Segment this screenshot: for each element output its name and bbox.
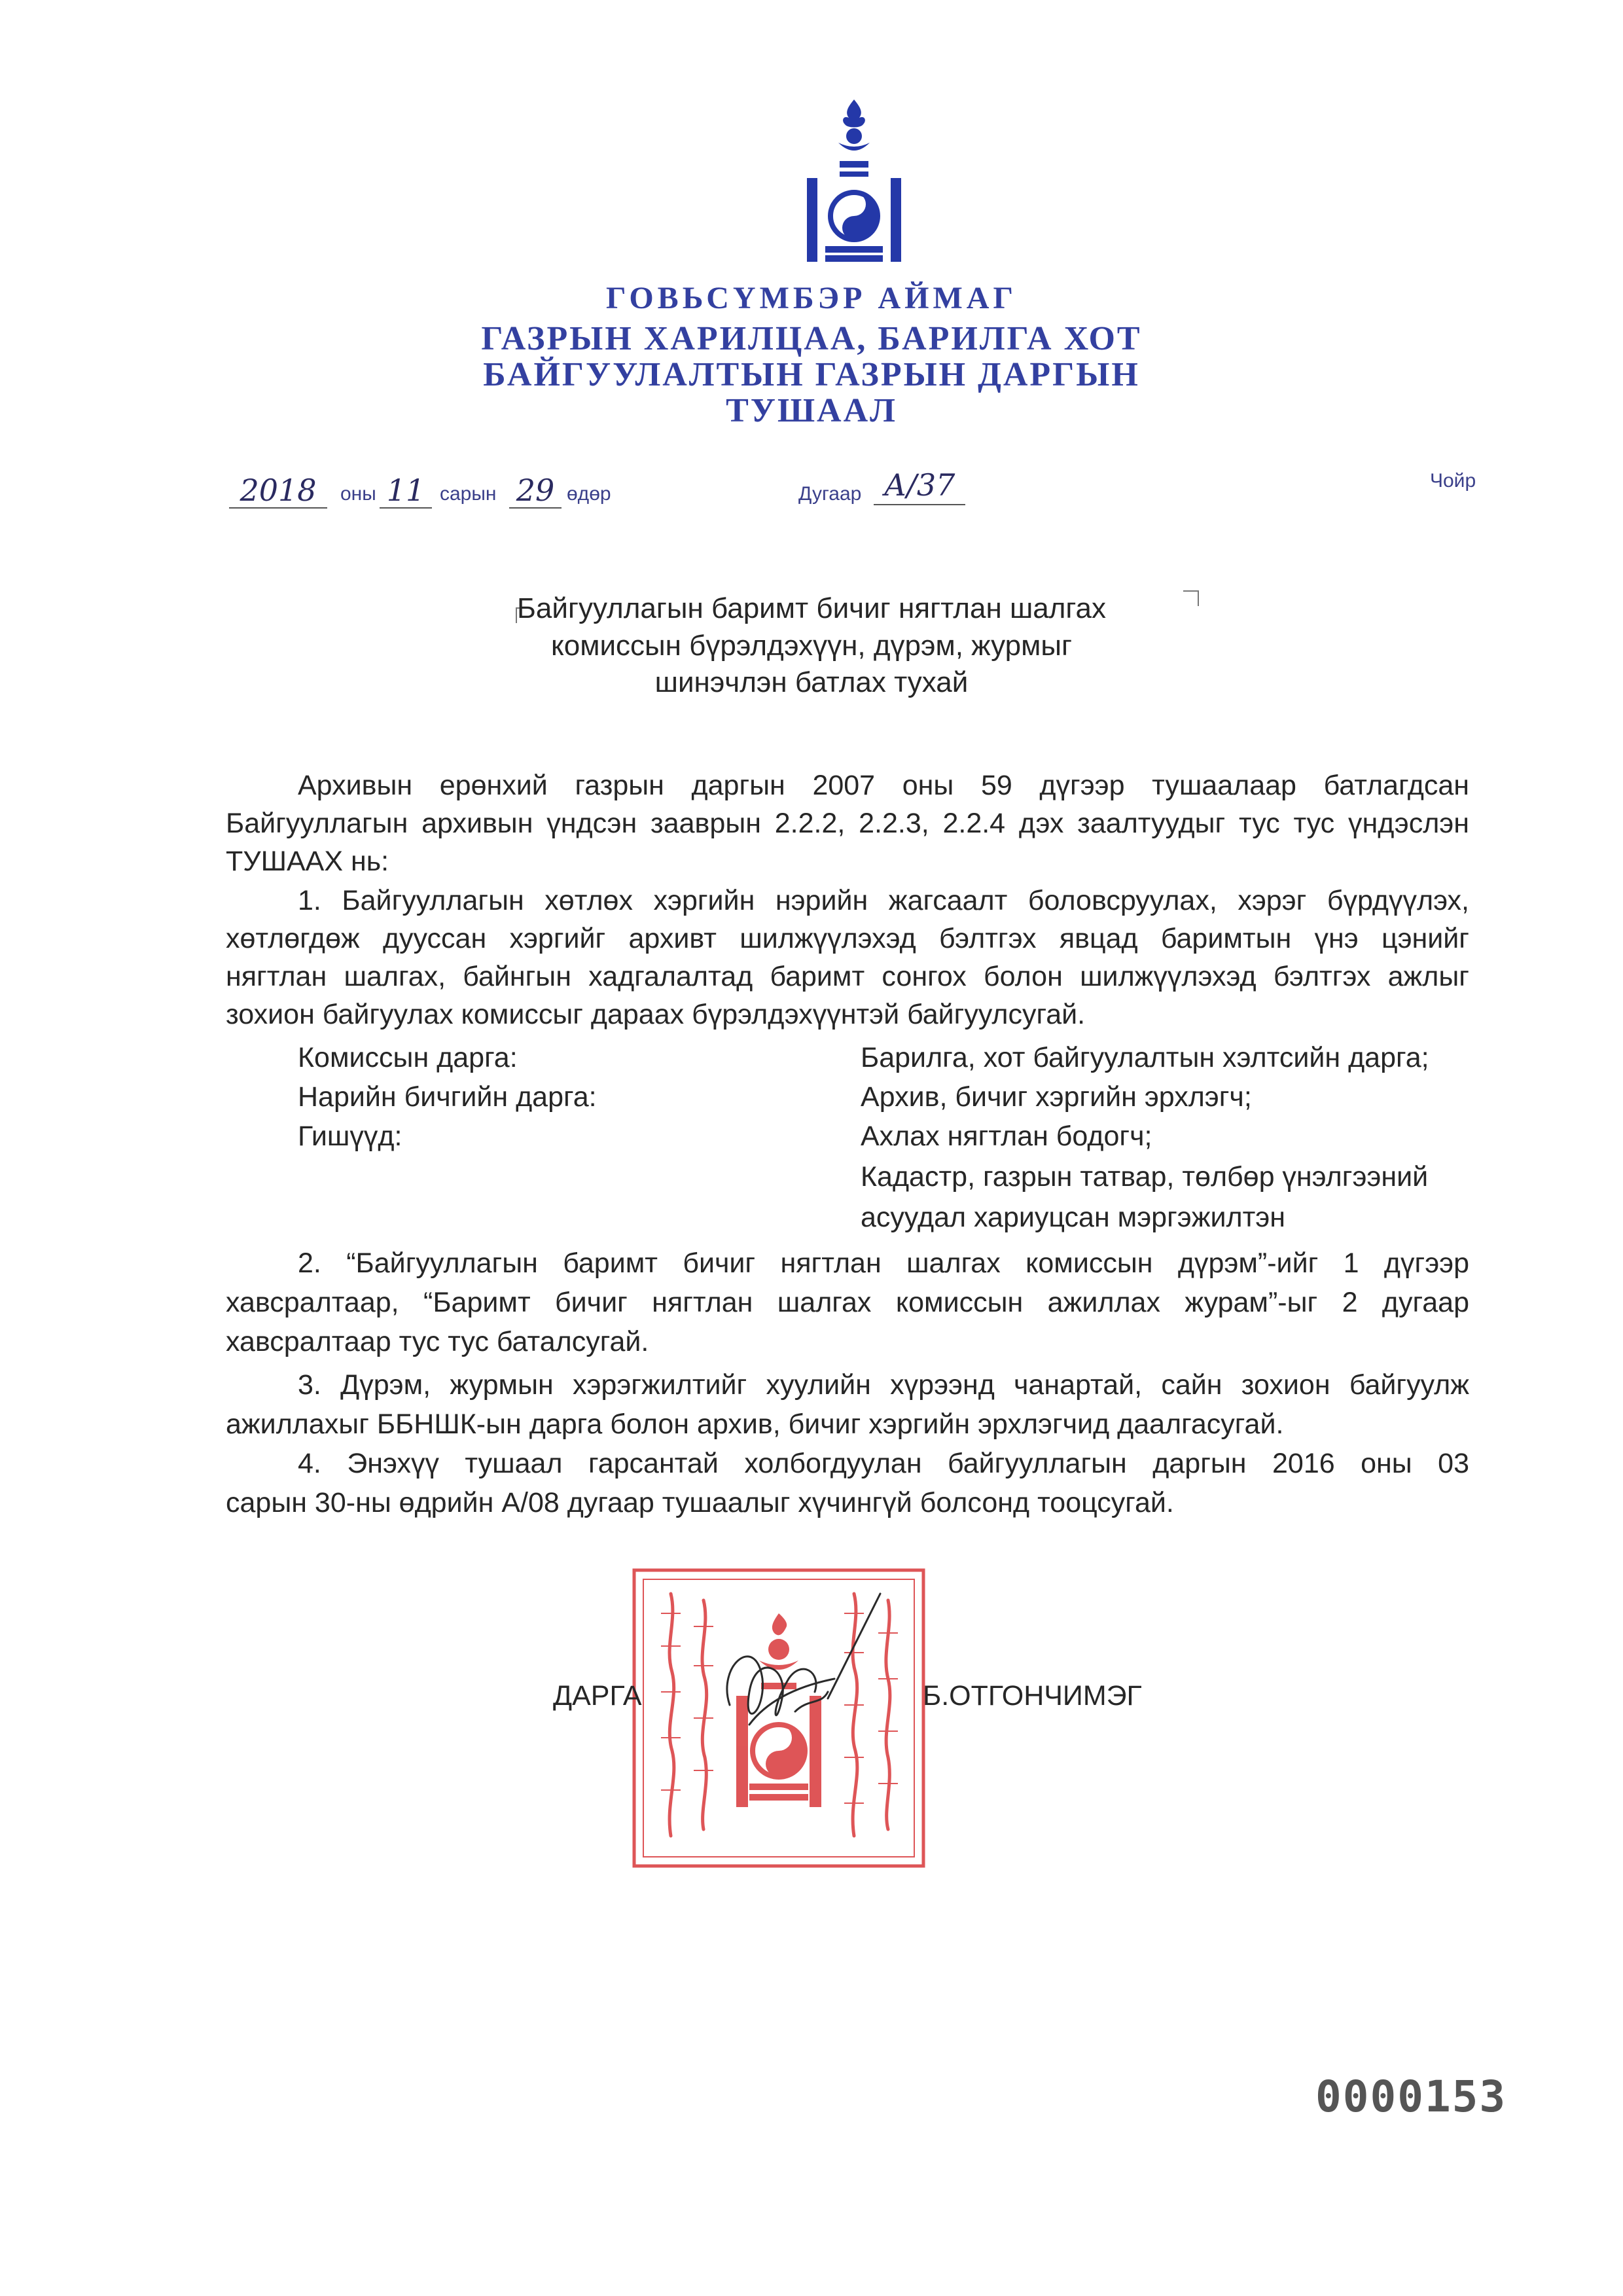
signature-name: Б.ОТГОНЧИМЭГ <box>923 1680 1142 1712</box>
paragraph4-line2: сарын 30-ны өдрийн А/08 дугаар тушаалыг хүчингүй болсонд тооцсугай. <box>226 1487 1174 1518</box>
day-label: өдөр <box>567 483 611 505</box>
paragraph2-line1: 2. “Байгууллагын баримт бичиг нягтлан шалгах комиссын дүрэм”-ийг 1 дүгээр <box>298 1247 1469 1279</box>
member-line2: асуудал хариуцсан мэргэжилтэн <box>861 1202 1285 1233</box>
official-seal-stamp-icon <box>632 1568 926 1869</box>
role-person: Барилга, хот байгуулалтын хэлтсийн дарга; <box>861 1042 1429 1073</box>
number-label: Дугаар <box>798 483 862 505</box>
header-document-type: ТУШААЛ <box>726 392 897 429</box>
role-label: Гишүүд: <box>298 1121 402 1152</box>
subject-line2: комиссын бүрэлдэхүүн, дүрэм, журмыг <box>550 630 1073 662</box>
month-label: сарын <box>440 483 497 505</box>
paragraph2-line2: хавсралтаар, “Баримт бичиг нягтлан шалгах комиссын ажиллах журам”-ыг 2 дугаар <box>226 1287 1469 1318</box>
header-aimag: ГОВЬСҮМБЭР АЙМАГ <box>606 281 1017 315</box>
number-underline <box>874 504 965 505</box>
intro-line2: Байгууллагын архивын үндсэн зааврын 2.2.2, 2.2.3, 2.2.4 дэх заалтуудыг тус тус үндэслэн <box>226 808 1469 839</box>
role-person: Архив, бичиг хэргийн эрхлэгч; <box>861 1081 1252 1113</box>
header-organization-line2: БАЙГУУЛАЛТЫН ГАЗРЫН ДАРГЫН <box>483 356 1140 393</box>
role-label: Комиссын дарга: <box>298 1042 518 1073</box>
role-person: Ахлах нягтлан бодогч; <box>861 1121 1152 1152</box>
subject-line3: шинэчлэн батлах тухай <box>654 666 969 698</box>
soyombo-emblem-icon <box>802 98 906 268</box>
paragraph1-line3: нягтлан шалгах, байнгын хадгалалтад баримт сонгох болон шилжүүлэхэд бэлтгэх ажлыг <box>226 961 1469 992</box>
header-organization-line1: ГАЗРЫН ХАРИЛЦАА, БАРИЛГА ХОТ <box>481 320 1142 357</box>
paragraph1-line4: зохион байгуулах комиссыг дараах бүрэлдэхүүнтэй байгуулсугай. <box>226 999 1086 1030</box>
signature-title: ДАРГА <box>553 1680 642 1712</box>
intro-line1: Архивын ерөнхий газрын даргын 2007 оны 59 дүгээр тушаалаар батлагдсан <box>298 770 1469 801</box>
intro-line3: ТУШААХ нь: <box>226 846 389 877</box>
place-label: Чойр <box>1430 470 1476 492</box>
date-month: 11 <box>386 473 425 508</box>
paragraph3-line1: 3. Дүрэм, журмын хэрэгжилтийг хуулийн хүрээнд чанартай, сайн зохион байгуулж <box>298 1369 1469 1401</box>
paragraph4-line1: 4. Энэхүү тушаал гарсантай холбогдуулан байгууллагын даргын 2016 оны 03 <box>298 1448 1469 1479</box>
date-year: 2018 <box>240 473 317 508</box>
member-line1: Кадастр, газрын татвар, төлбөр үнэлгээний <box>861 1161 1429 1193</box>
paragraph3-line2: ажиллахыг ББНШК-ын дарга болон архив, бичиг хэргийн эрхлэгчид даалгасугай. <box>226 1408 1284 1440</box>
role-label: Нарийн бичгийн дарга: <box>298 1081 597 1113</box>
document-serial-number: 0000153 <box>1315 2072 1507 2122</box>
document-number-handwritten: А/37 <box>883 467 955 503</box>
paragraph1-line1: 1. Байгууллагын хөтлөх хэргийн нэрийн жагсаалт боловсруулах, хэрэг бүрдүүлэх, <box>298 885 1469 916</box>
date-day: 29 <box>516 473 555 508</box>
subject-line1: Байгууллагын баримт бичиг нягтлан шалгах <box>517 592 1106 624</box>
paragraph2-line3: хавсралтаар тус тус баталсугай. <box>226 1326 649 1357</box>
paragraph1-line2: хөтлөгдөж дууссан хэргийг архивт шилжүүлэхэд бэлтгэх явцад баримтын үнэ цэнийг <box>226 923 1469 954</box>
year-label: оны <box>340 483 376 505</box>
